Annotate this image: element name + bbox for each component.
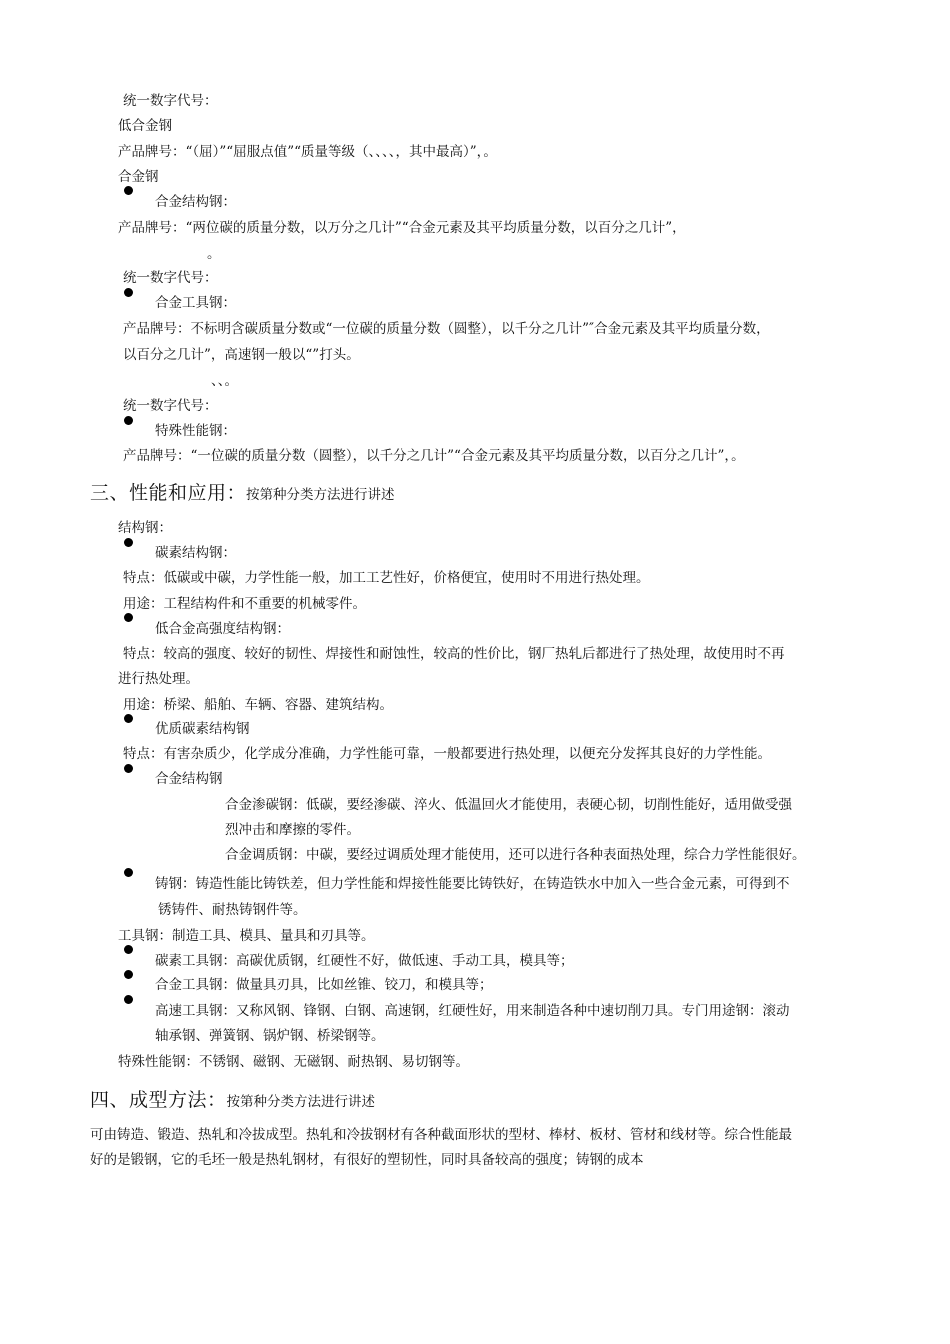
section-heading [90, 1085, 375, 1112]
text-line: 合金钢 [118, 169, 159, 185]
text-line: 合金工具钢：做量具刃具，比如丝锥、铰刀，和模具等； [155, 977, 493, 993]
bullet-icon [124, 538, 133, 547]
bullet-icon [124, 970, 133, 979]
text-line: 统一数字代号： [123, 398, 218, 414]
text-line: 可由铸造、锻造、热轧和冷拔成型。热轧和冷拔钢材有各种截面形状的型材、棒材、板材、管材和线材等。综合性能最 [90, 1127, 792, 1143]
section-note: 按第种分类方法进行讲述 [226, 1094, 376, 1110]
bullet-icon [124, 288, 133, 297]
bullet-icon [124, 764, 133, 773]
text-line: 合金渗碳钢：低碳，要经渗碳、淬火、低温回火才能使用，表硬心韧，切削性能好，适用做受强 [225, 797, 792, 813]
text-line: 合金结构钢： [155, 194, 236, 210]
text-line: 用途：桥梁、船舶、车辆、容器、建筑结构。 [123, 697, 393, 713]
text-line: 铸钢：铸造性能比铸铁差，但力学性能和焊接性能要比铸铁好，在铸造铁水中加入一些合金元素，可得到不 [155, 876, 790, 892]
bullet-icon [124, 995, 133, 1004]
text-line: 产品牌号：“两位碳的质量分数，以万分之几计”“合金元素及其平均质量分数，以百分之几计”， [118, 220, 686, 236]
text-line: 进行热处理。 [118, 671, 199, 687]
text-line: 锈铸件、耐热铸钢件等。 [158, 902, 307, 918]
bullet-icon [124, 186, 133, 195]
section-title: 三、性能和应用： [90, 482, 247, 504]
bullet-icon [124, 868, 133, 877]
text-line: 高速工具钢：又称风钢、锋钢、白钢、高速钢，红硬性好，用来制造各种中速切削刀具。专门用途钢：滚动 [155, 1003, 790, 1019]
text-line: 特点：低碳或中碳，力学性能一般，加工工艺性好，价格便宜，使用时不用进行热处理。 [123, 570, 650, 586]
text-line: 产品牌号：不标明含碳质量分数或“一位碳的质量分数（圆整），以千分之几计”″合金元素及其平均质量分数， [123, 321, 770, 337]
text-line: 统一数字代号： [123, 270, 218, 286]
text-line: 结构钢： [118, 520, 172, 536]
text-line: 优质碳素结构钢 [155, 721, 250, 737]
text-line: 统一数字代号： [123, 93, 218, 109]
text-line: 产品牌号：“（屈）”“屈服点值”“质量等级（、、、、，其中最高）”，。 [118, 144, 497, 160]
text-line: 特殊性能钢： [155, 423, 236, 439]
section-note: 按第种分类方法进行讲述 [246, 487, 395, 503]
text-line: 产品牌号：“一位碳的质量分数（圆整），以千分之几计”“合金元素及其平均质量分数，以百分之几计”，。 [123, 448, 745, 464]
text-line: 、、。 [211, 373, 238, 389]
text-line: 用途：工程结构件和不重要的机械零件。 [123, 596, 366, 612]
section-title: 四、成型方法： [90, 1089, 227, 1111]
text-line: 低合金高强度结构钢： [155, 621, 290, 637]
text-line: 轴承钢、弹簧钢、锅炉钢、桥梁钢等。 [155, 1028, 385, 1044]
text-line: 特点：有害杂质少，化学成分准确，力学性能可靠，一般都要进行热处理，以便充分发挥其良好的力学性能。 [123, 746, 771, 762]
bullet-icon [124, 945, 133, 954]
text-line: 合金结构钢 [155, 771, 223, 787]
text-line: 特点：较高的强度、较好的韧性、焊接性和耐蚀性，较高的性价比，钢厂热轧后都进行了热处理，故使用时不再 [123, 646, 785, 662]
text-line: 低合金钢 [118, 118, 172, 134]
text-line: 特殊性能钢：不锈钢、磁钢、无磁钢、耐热钢、易切钢等。 [118, 1054, 469, 1070]
text-line: 工具钢：制造工具、模具、量具和刃具等。 [118, 928, 375, 944]
text-line: 好的是锻钢，它的毛坯一般是热轧钢材，有很好的塑韧性，同时具备较高的强度；铸钢的成本 [90, 1152, 644, 1168]
text-line: 碳素结构钢： [155, 545, 236, 561]
text-line: 以百分之几计”，高速钢一般以“”打头。 [123, 347, 360, 363]
bullet-icon [124, 416, 133, 425]
text-line: 碳素工具钢：高碳优质钢，红硬性不好，做低速、手动工具，模具等； [155, 953, 574, 969]
text-line: 合金调质钢：中碳，要经过调质处理才能使用，还可以进行各种表面热处理，综合力学性能很好。 [225, 847, 806, 863]
bullet-icon [124, 613, 133, 622]
section-heading [90, 478, 395, 505]
text-line: 合金工具钢： [155, 295, 236, 311]
text-line: 。 [207, 246, 221, 262]
bullet-icon [124, 714, 133, 723]
text-line: 烈冲击和摩擦的零件。 [225, 822, 360, 838]
